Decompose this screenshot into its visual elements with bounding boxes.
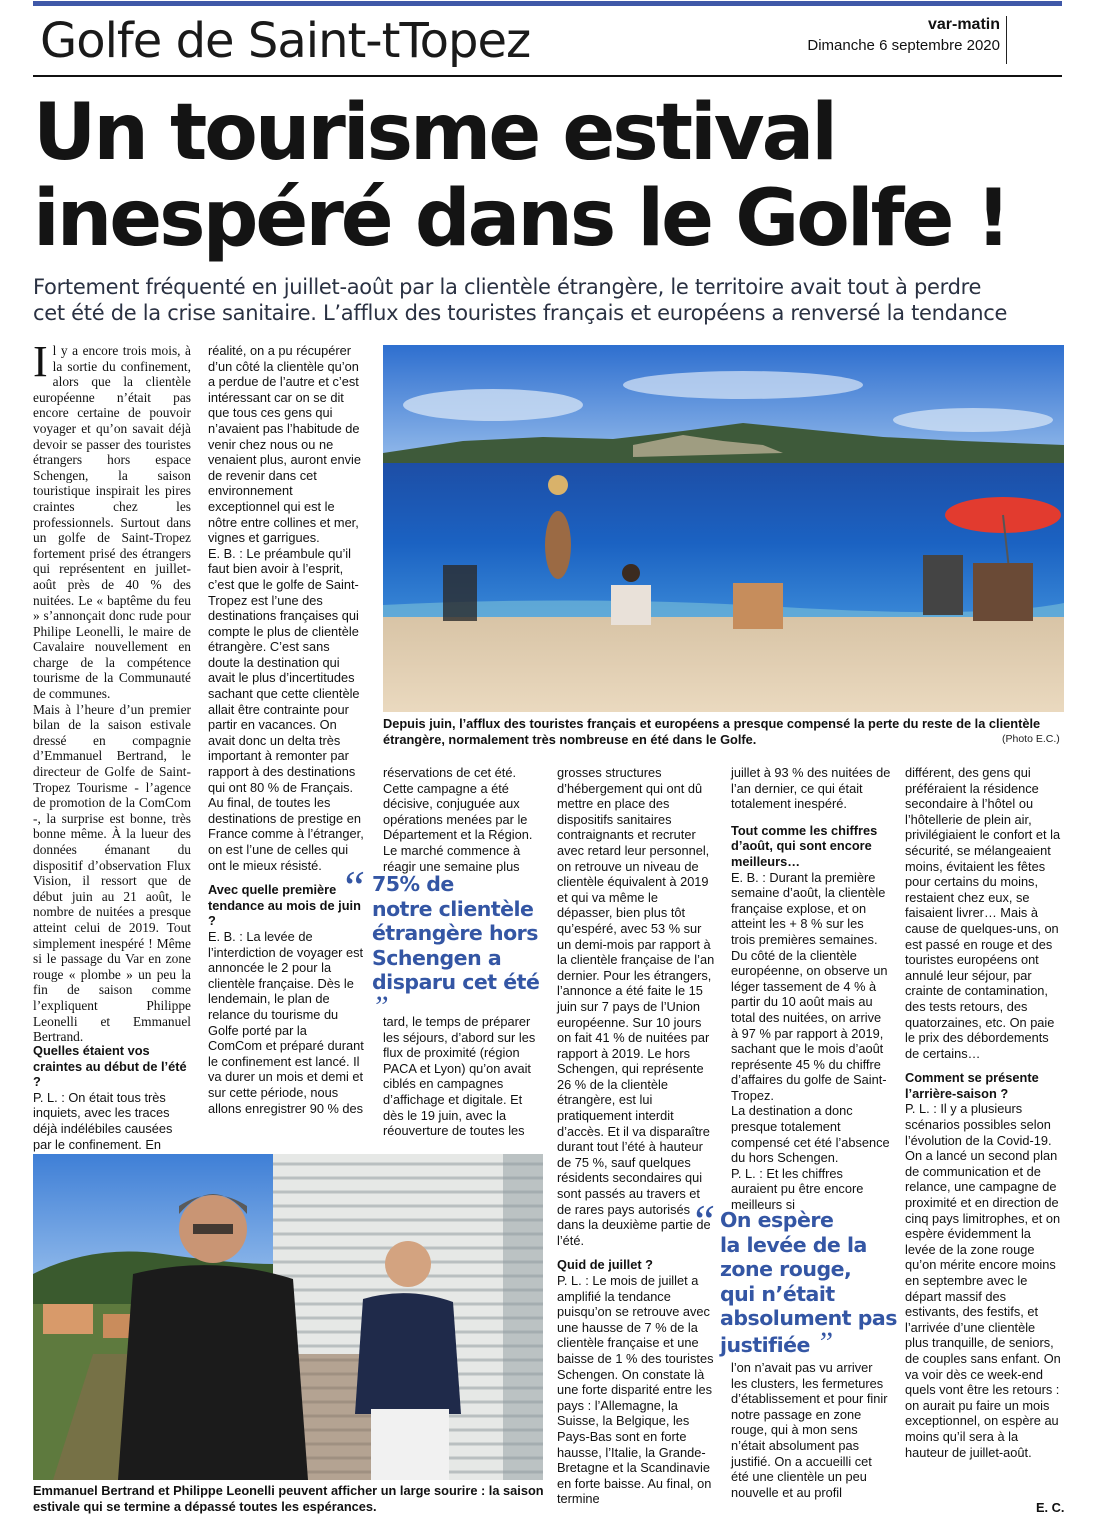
paragraph: E. B. : Le préambule qu’il faut bien avoir à l’esprit, c’est que le golfe de Saint-Tropez est l’une des destinations françaises qui compte le plus de clientèle étrangère. C’est sans doute la destination qui avait le plus d’incertitudes sachant que cette clientèle allait être contrainte pour partir en vacances. On avait donc un delta très important à remonter par rapport à des destinations qui ont 80 % de Français. Au final, de toutes les destinations de prestige en France comme à l’étranger, on est l’une de celles qui ont le mieux résisté. bbox=[208, 545, 364, 873]
interview-question: Avec quelle première tendance au mois de juin ? bbox=[208, 882, 361, 929]
paragraph: réalité, on a pu récupérer d’un côté la clientèle qu’on a perdue de l’autre et c’est intéressant car on se dit que tous ces gens qui n’avaient pas l’habitude de venir chez nous ou ne venaient plus, auront envie de revenir dans cet environnement exceptionnel qui est le nôtre entre collines et mer, vignes et garrigues. bbox=[208, 343, 361, 546]
interview-question: Quelles étaient vos craintes au début de l’été ? bbox=[33, 1043, 187, 1090]
header-rule bbox=[33, 75, 1062, 77]
publication-name: var-matin bbox=[927, 16, 1000, 33]
section-title: Golfe de Saint-tTopez bbox=[40, 13, 531, 69]
paragraph: différent, des gens qui préféraient la résidence secondaire à l’hôtel ou l’hôtellerie de plein air, privilégiaient le confort et la sécurité, se mélangeaient moins, évitaient les fêtes pour certains du moins, restaient chez eux, se faisaient livrer… Mais à cause de quelques-uns, on est passé en rouge et des touristes européens ont annulé leur séjour, par crainte de contamination, des tests retours, des quatorzaines, etc. On paie le prix des débordements de certains… bbox=[905, 765, 1061, 1061]
pull-quote-1 bbox=[340, 861, 555, 1023]
paragraph: P. L. : Et les chiffres auraient pu être encore meilleurs si bbox=[731, 1165, 864, 1213]
standfirst-line-1: Fortement fréquenté en juillet-août par la clientèle étrangère, le territoire avait tout à perdre bbox=[33, 275, 982, 299]
author-initials: E. C. bbox=[1036, 1500, 1065, 1515]
header-divider bbox=[1006, 16, 1007, 64]
portrait-photo bbox=[33, 1154, 543, 1480]
pull-quote-line: la levée de la bbox=[720, 1232, 867, 1257]
interview-question: Comment se présente l’arrière-saison ? bbox=[905, 1070, 1039, 1101]
column-5-top bbox=[731, 765, 891, 1213]
publication-date: Dimanche 6 septembre 2020 bbox=[807, 37, 1000, 54]
interview-answer: P. L. : Le mois de juillet a amplifié la tendance puisqu’on se retrouve avec une hausse de 7 % de la clientèle française et une baisse de 1 % des touristes Schengen. On constate là une forte disparité entre les pays : l’Allemagne, la Suisse, la Belgique, les Pays-Bas sont en forte hausse, l’Italie, la Grande-Bretagne et la Scandinavie en forte baisse. Au final, on termine bbox=[557, 1273, 714, 1507]
article-standfirst bbox=[33, 274, 1073, 326]
column-3-top: réservations de cet été. Cette campagne a été décisive, conjuguée aux opérations menées par le Département et la Région. Le marché commence à réagir une semaine plus bbox=[383, 765, 533, 874]
pull-quote-open-mark: “ bbox=[690, 1195, 716, 1246]
beach-photo-caption: Depuis juin, l’afflux des touristes français et européens a presque compensé la perte du reste de la clientèle étrangère, normalement très nombreuse en été dans le Golfe. bbox=[383, 716, 1041, 747]
column-6 bbox=[905, 765, 1062, 1460]
interview-question: Quid de juillet ? bbox=[557, 1257, 653, 1273]
portrait-photo-caption: Emmanuel Bertrand et Philippe Leonelli peuvent afficher un large sourire : la saison estivale qui se termine a dépassé toutes les espérances. bbox=[33, 1483, 544, 1514]
article-headline bbox=[33, 90, 1073, 262]
standfirst-line-2: cet été de la crise sanitaire. L’afflux des touristes français et européens a renversé la tendance bbox=[33, 301, 1008, 325]
interview-answer: E. B. : La levée de l’interdiction de voyager est annoncée le 2 pour la clientèle française. Dès le lendemain, le plan de relance du tourisme du Golfe porté par la ComCom et préparé durant le confinement est lancé. Il va durer un mois et demi et sur cette période, nous allons enregistrer 90 % des bbox=[208, 928, 364, 1116]
column-1-interview bbox=[33, 1043, 191, 1152]
beach-photo bbox=[383, 345, 1064, 712]
interview-question: Tout comme les chiffres d’août, qui sont encore meilleurs… bbox=[731, 822, 878, 869]
pull-quote-close-mark: ” bbox=[372, 989, 389, 1023]
article-intro-paragraph bbox=[33, 337, 191, 702]
headline-line-2: inespéré dans le Golfe ! bbox=[33, 174, 1009, 264]
drop-cap: I bbox=[33, 337, 48, 386]
pull-quote-line: Schengen a bbox=[372, 945, 502, 970]
column-4 bbox=[557, 765, 717, 1507]
pull-quote-line: qui n’était bbox=[720, 1281, 835, 1306]
pull-quote-line: 75% de bbox=[372, 872, 454, 896]
interview-answer: E. B. : Durant la première semaine d’août, la clientèle française explose, et on atteint les + 8 % sur les trois premières semaines. Du côté de la clientèle européenne, on observe un léger tassement de 4 % à partir du 10 août mais au total des nuitées, on arrive à 97 % par rapport à 2019, sachant que le mois d’août représente 45 % du chiffre d’affaires du golfe de Saint-Tropez. bbox=[731, 869, 888, 1103]
beach-photo-credit: (Photo E.C.) bbox=[1002, 733, 1060, 745]
pull-quote-2 bbox=[690, 1195, 905, 1359]
paragraph: grosses structures d’hébergement qui ont dû mettre en place des dispositifs sanitaires contraignants et recruter avec retard leur personnel, on retrouve un niveau de clientèle équivalent à 2019 et qui va même le dépasser, bien plus tôt qu’espéré, avec 53 % sur un demi-mois par rapport à la clientèle française de l’an dernier. Pour les étrangers, l’annonce a été faite le 15 juin sur 7 pays de l’Union européenne. Sur 10 jours on fait 41 % de nuitées par rapport à 2019. Le hors Schengen, qui représente 26 % de la clientèle étrangère, est lui pratiquement interdit d’accès. Et il va disparaître durant tout l’été à hauteur de 75 %, sauf quelques résidents secondaires qui sont passés au travers et de rares pays autorisés dans la deuxième partie de l’été. bbox=[557, 765, 715, 1248]
intro-text: l y a encore trois mois, à la sortie du confinement, alors que la clientèle européenne n’était pas encore certaine de pouvoir voyager et qu’on savait déjà devoir se passer des touristes étrangers hors espace Schengen, la saison touristique inspirait les pires craintes chez les professionnels. Surtout dans un golfe de Saint-Tropez fortement prisé des étrangers qui représentent en juillet-août près de 40 % des nuitées. Le « baptême du feu » s’annonçait donc rude pour Philipe Leonelli, le maire de Cavalaire nouvellement en charge de la compétence tourisme de la Communauté de communes. bbox=[33, 343, 191, 702]
pull-quote-line: étrangère hors bbox=[372, 921, 538, 945]
headline-line-1: Un tourisme estival bbox=[33, 88, 835, 178]
pull-quote-open-mark: “ bbox=[340, 861, 366, 912]
pull-quote-line: disparu cet été bbox=[372, 970, 540, 994]
column-5-bottom: l’on n’avait pas vu arriver les clusters, les fermetures d’établissement et pour finir notre passage en zone rouge, qui à mon sens n’était absolument pas justifié. On a accueilli cet été une clientèle un peu nouvelle et au profil bbox=[731, 1360, 888, 1500]
pull-quote-line: absolument pas bbox=[720, 1306, 897, 1330]
interview-answer: P. L. : On était tous très inquiets, avec les traces déjà indélébiles causées par le confinement. En bbox=[33, 1089, 173, 1152]
paragraph: Mais à l’heure d’un premier bilan de la saison estivale dressé en compagnie d’Emmanuel Bertrand, le directeur de Golfe de Saint-Tropez Tourisme - l’agence de promotion de la ComCom -, la surprise est bonne, très bonne même. À la lueur des données émanant du dispositif d’observation Flux Vision, il ressort que de début juin au 21 août, le nombre de nuitées a presque atteint celui de 2019. Tout simplement inespéré ! Même si le passage du Var en zone rouge « plombe » un peu la fin de saison comme l’expliquent Philippe Leonelli et Emmanuel Bertrand. bbox=[33, 701, 191, 1045]
pull-quote-line: On espère bbox=[720, 1208, 834, 1232]
pull-quote-line: notre clientèle bbox=[372, 896, 534, 921]
pull-quote-line: justifiée bbox=[720, 1332, 810, 1357]
interview-answer: P. L. : Il y a plusieurs scénarios possibles selon l’évolution de la Covid-19. On a lancé un second plan de communication et de relance, une campagne de proximité et en direction de cinq pays limitrophes, et on espère évidemment la levée de la zone rouge qu’on mérite encore moins en septembre avec le départ massif des estivants, des festifs, et l’arrivée d’une clientèle plus tranquille, de seniors, de couples sans enfant. On va voir dès ce week-end quels vont être les retours : on aurait pu faire un mois exceptionnel, on espère au moins qu’il sera à la hauteur de juillet-août. bbox=[905, 1101, 1061, 1460]
column-1 bbox=[33, 337, 191, 1045]
pull-quote-close-mark: ” bbox=[816, 1325, 833, 1359]
top-color-rule bbox=[33, 1, 1062, 6]
paragraph: juillet à 93 % des nuitées de l’an dernier, ce qui était totalement inespéré. bbox=[731, 765, 891, 812]
paragraph: La destination a donc presque totalement compensé cet été l’absence du hors Schengen. bbox=[731, 1103, 890, 1166]
column-3-bottom: tard, le temps de préparer les séjours, d’abord sur les flux de proximité (région PACA et Lyon) qu’on avait ciblés en campagnes d’affichage et digitale. Et dès le 19 juin, avec la réouverture de toutes les bbox=[383, 1014, 536, 1139]
pull-quote-line: zone rouge, bbox=[720, 1257, 852, 1281]
